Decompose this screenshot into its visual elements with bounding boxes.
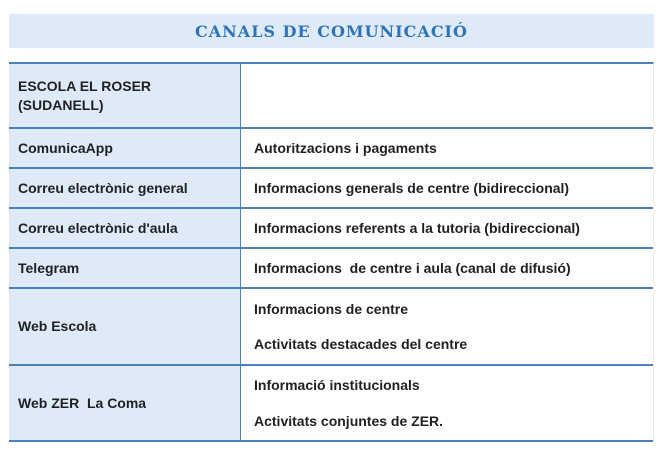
channel-usage-line: Informacions de centre i aula (canal de difusió) [254, 259, 571, 276]
table-row-telegram [9, 249, 653, 289]
channel-name: Web Escola [18, 318, 97, 335]
channel-usage-line: Informacions generals de centre (bidireccional) [254, 179, 570, 196]
channel-usage-line: Informació institucionals [254, 377, 420, 394]
table-row-school-header [9, 64, 653, 129]
channel-usage-line: Activitats destacades del centre [254, 336, 468, 352]
channel-usage-line: Autoritzacions i pagaments [254, 139, 437, 156]
communication-channels-table [9, 62, 654, 442]
channel-usage-cell [240, 366, 653, 440]
channel-name: Correu electrònic general [18, 179, 188, 196]
channel-name: Correu electrònic d'aula [18, 219, 178, 236]
table-row-correu-general [9, 169, 653, 209]
channel-name-cell [9, 169, 240, 207]
channel-usage-cell [240, 169, 653, 207]
channel-usage-line: Activitats conjuntes de ZER. [254, 412, 444, 429]
table-row-correu-aula [9, 209, 653, 249]
channel-usage-cell [240, 289, 653, 364]
channel-name: Telegram [18, 259, 80, 276]
table-row-comunicaapp [9, 129, 653, 169]
school-name: ESCOLA EL ROSER (SUDANELL) [18, 78, 155, 113]
channel-name: Web ZER La Coma [18, 394, 147, 411]
channel-name-cell [9, 129, 240, 167]
channel-name-cell [9, 249, 240, 287]
table-row-web-zer [9, 366, 653, 442]
channel-usage-line: Informacions de centre [254, 300, 409, 317]
table-row-web-escola [9, 289, 653, 366]
channel-usage-cell [240, 64, 653, 127]
channel-usage-cell [240, 249, 653, 287]
channel-usage-line: Informacions referents a la tutoria (bidireccional) [254, 219, 580, 236]
channel-name-cell [9, 366, 240, 440]
table-title-bar [9, 14, 654, 48]
channel-usage-cell [240, 129, 653, 167]
channel-name-cell [9, 209, 240, 247]
page-title: CANALS DE COMUNICACIÓ [195, 21, 468, 41]
channel-usage-cell [240, 209, 653, 247]
channel-name-cell [9, 64, 240, 127]
channel-name-cell [9, 289, 240, 364]
channel-name: ComunicaApp [18, 139, 113, 156]
